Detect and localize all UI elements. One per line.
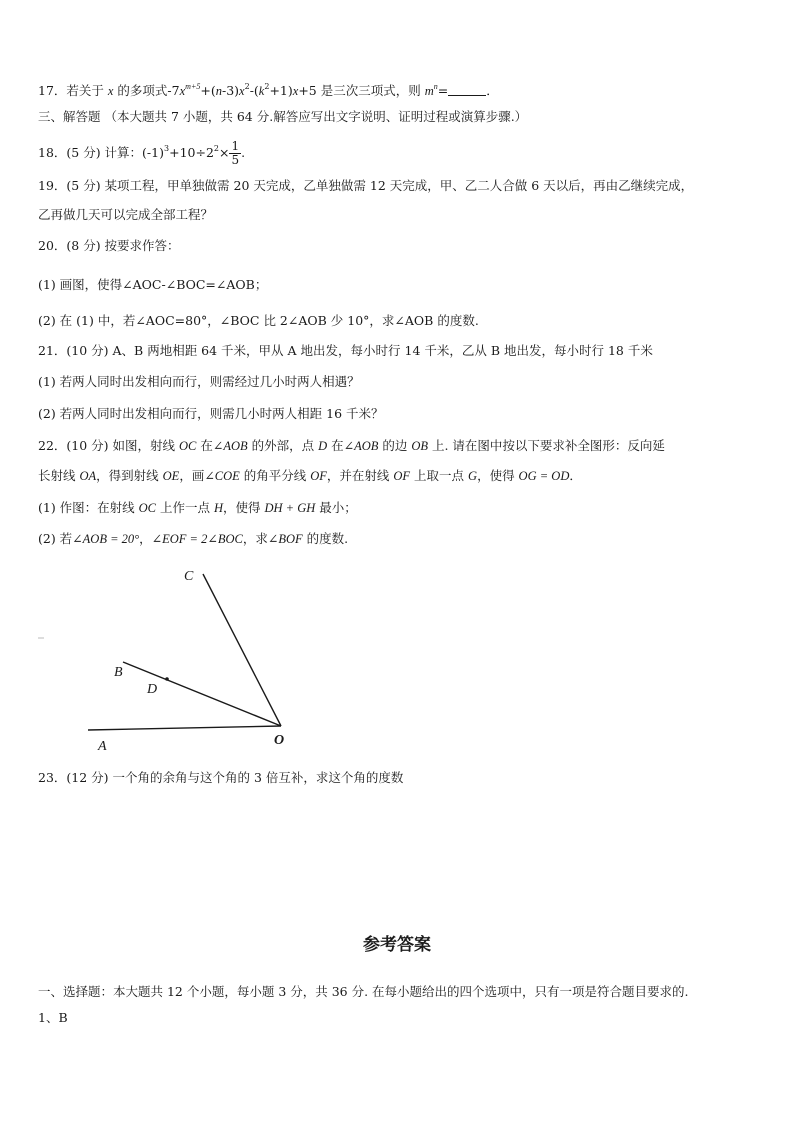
q22-text: 的角平分线 xyxy=(239,468,311,483)
question-22-line-2 xyxy=(38,467,582,485)
math-symbol: OA xyxy=(79,469,97,483)
q22-text: 上. 请在图中按以下要求补全图形：反向延 xyxy=(428,438,665,453)
q22-text: ，并在射线 xyxy=(326,468,394,483)
question-21-stem: 21．(10 分) A、B 两地相距 64 千米，甲从 A 地出发，每小时行 14 千米，乙从 B 地出发，每小时行 18 千米 xyxy=(38,343,653,358)
q22-text: 上取一点 xyxy=(410,468,469,483)
question-21-part-2: (2) 若两人同时出发相向而行，则需几小时两人相距 16 千米？ xyxy=(38,406,384,421)
math-symbol: COE xyxy=(214,469,240,483)
math-expression: EOF = 2∠BOC xyxy=(162,532,243,546)
question-17 xyxy=(38,82,499,100)
math-symbol: OC xyxy=(179,439,197,453)
q22-text: ，使得 xyxy=(477,468,519,483)
answer-heading: 参考答案 xyxy=(363,935,431,955)
exponent: m+5 xyxy=(185,82,201,91)
fraction-numerator: 1 xyxy=(231,139,240,153)
math-expression: AOB = 20° xyxy=(82,532,140,546)
q17-text: 的多项式-7 xyxy=(113,83,180,98)
math-symbol: BOF xyxy=(278,532,303,546)
q17-text: +5 是三次三项式，则 xyxy=(298,83,425,98)
q22-text: ，画∠ xyxy=(179,468,215,483)
math-symbol: G xyxy=(468,469,478,483)
q17-text: +( xyxy=(200,83,216,98)
question-18 xyxy=(38,136,245,170)
math-symbol: OF xyxy=(393,469,411,483)
q22-text: ，使得 xyxy=(223,500,265,515)
math-symbol: H xyxy=(213,501,224,515)
exponent: 2 xyxy=(264,82,270,91)
q22-text: ，∠ xyxy=(139,531,163,546)
q22-text: 22．(10 分) 如图，射线 xyxy=(38,438,179,453)
math-symbol: AOB xyxy=(354,439,379,453)
q22-text: ，求∠ xyxy=(242,531,279,546)
section-3-header: 三、解答题 （本大题共 7 小题，共 64 分.解答应写出文字说明、证明过程或演算步骤.） xyxy=(38,109,528,124)
q22-text: 的外部，点 xyxy=(247,438,319,453)
q18-text: +10÷2 xyxy=(169,145,214,160)
answer-1: 1、B xyxy=(38,1010,68,1025)
label-o: O xyxy=(274,733,285,748)
q17-text: +1) xyxy=(269,83,293,98)
q18-text: × xyxy=(219,145,230,160)
fraction xyxy=(229,140,241,167)
math-symbol: OE xyxy=(162,469,180,483)
ray-oc xyxy=(203,574,281,726)
q18-text: 18．(5 分) 计算：(-1) xyxy=(38,145,164,160)
math-symbol: OC xyxy=(138,501,157,515)
var-n: n xyxy=(215,84,222,98)
question-23: 23．(12 分) 一个角的余角与这个角的 3 倍互补，求这个角的度数 xyxy=(38,770,404,785)
q17-text: -( xyxy=(249,83,259,98)
q17-text: ． xyxy=(486,83,499,98)
label-a: A xyxy=(98,739,107,754)
q22-text: ． xyxy=(569,468,582,483)
math-symbol: OF xyxy=(310,469,327,483)
q17-text: -3) xyxy=(221,83,240,98)
q17-text: = xyxy=(437,83,449,98)
q22-text: ，得到射线 xyxy=(96,468,163,483)
question-21-part-1: (1) 若两人同时出发相向而行，则需经过几小时两人相遇？ xyxy=(38,374,360,389)
geometry-figure xyxy=(30,560,310,760)
math-expression: OG = OD xyxy=(518,469,570,483)
var-x: x xyxy=(292,84,299,98)
ray-oa xyxy=(88,726,281,730)
var-x: x xyxy=(239,84,245,98)
answer-blank xyxy=(448,83,486,96)
math-expression: DH + GH xyxy=(264,501,316,515)
q22-text: (2) 若∠ xyxy=(38,531,83,546)
q22-text: 长射线 xyxy=(38,468,80,483)
exponent: n xyxy=(433,82,438,91)
q22-text: 最小； xyxy=(315,500,357,515)
q22-text: (1) 作图：在射线 xyxy=(38,500,139,515)
question-22-part-1 xyxy=(38,499,357,517)
math-symbol: OB xyxy=(411,439,429,453)
label-b: B xyxy=(114,665,123,680)
q18-text: . xyxy=(241,145,246,160)
question-20-part-1: (1) 画图，使得∠AOC-∠BOC=∠AOB； xyxy=(38,277,268,292)
question-22-line-1 xyxy=(38,437,665,455)
answer-section-1-header: 一、选择题：本大题共 12 个小题，每小题 3 分，共 36 分. 在每小题给出的四个选项中，只有一项是符合题目要求的. xyxy=(38,984,689,999)
exponent: 2 xyxy=(213,144,219,153)
fraction-denominator: 5 xyxy=(231,153,240,167)
var-m: m xyxy=(424,84,434,98)
q17-text: 17．若关于 xyxy=(38,83,108,98)
q22-text: 的度数. xyxy=(302,531,349,546)
var-k: k xyxy=(258,84,265,98)
q22-text: 上作一点 xyxy=(156,500,214,515)
var-x: x xyxy=(107,84,114,98)
label-c: C xyxy=(184,569,194,584)
question-20-stem: 20．(8 分) 按要求作答： xyxy=(38,238,180,253)
exponent: 2 xyxy=(244,82,250,91)
math-symbol: D xyxy=(318,439,328,453)
question-19-line-2: 乙再做几天可以完成全部工程？ xyxy=(38,207,214,222)
question-19-line-1: 19．(5 分) 某项工程，甲单独做需 20 天完成，乙单独做需 12 天完成，甲、乙二人合做 6 天以后，再由乙继续完成， xyxy=(38,178,694,193)
var-x: x xyxy=(179,84,186,98)
question-22-part-2 xyxy=(38,530,348,548)
q22-text: 在∠ xyxy=(327,438,355,453)
math-symbol: AOB xyxy=(223,439,248,453)
point-d xyxy=(165,677,169,681)
label-d: D xyxy=(147,682,158,697)
exponent: 3 xyxy=(164,144,170,153)
question-20-part-2: (2) 在 (1) 中，若∠AOC=80°，∠BOC 比 2∠AOB 少 10°，求∠AOB 的度数. xyxy=(38,313,479,328)
q22-text: 在∠ xyxy=(196,438,224,453)
q22-text: 的边 xyxy=(378,438,412,453)
